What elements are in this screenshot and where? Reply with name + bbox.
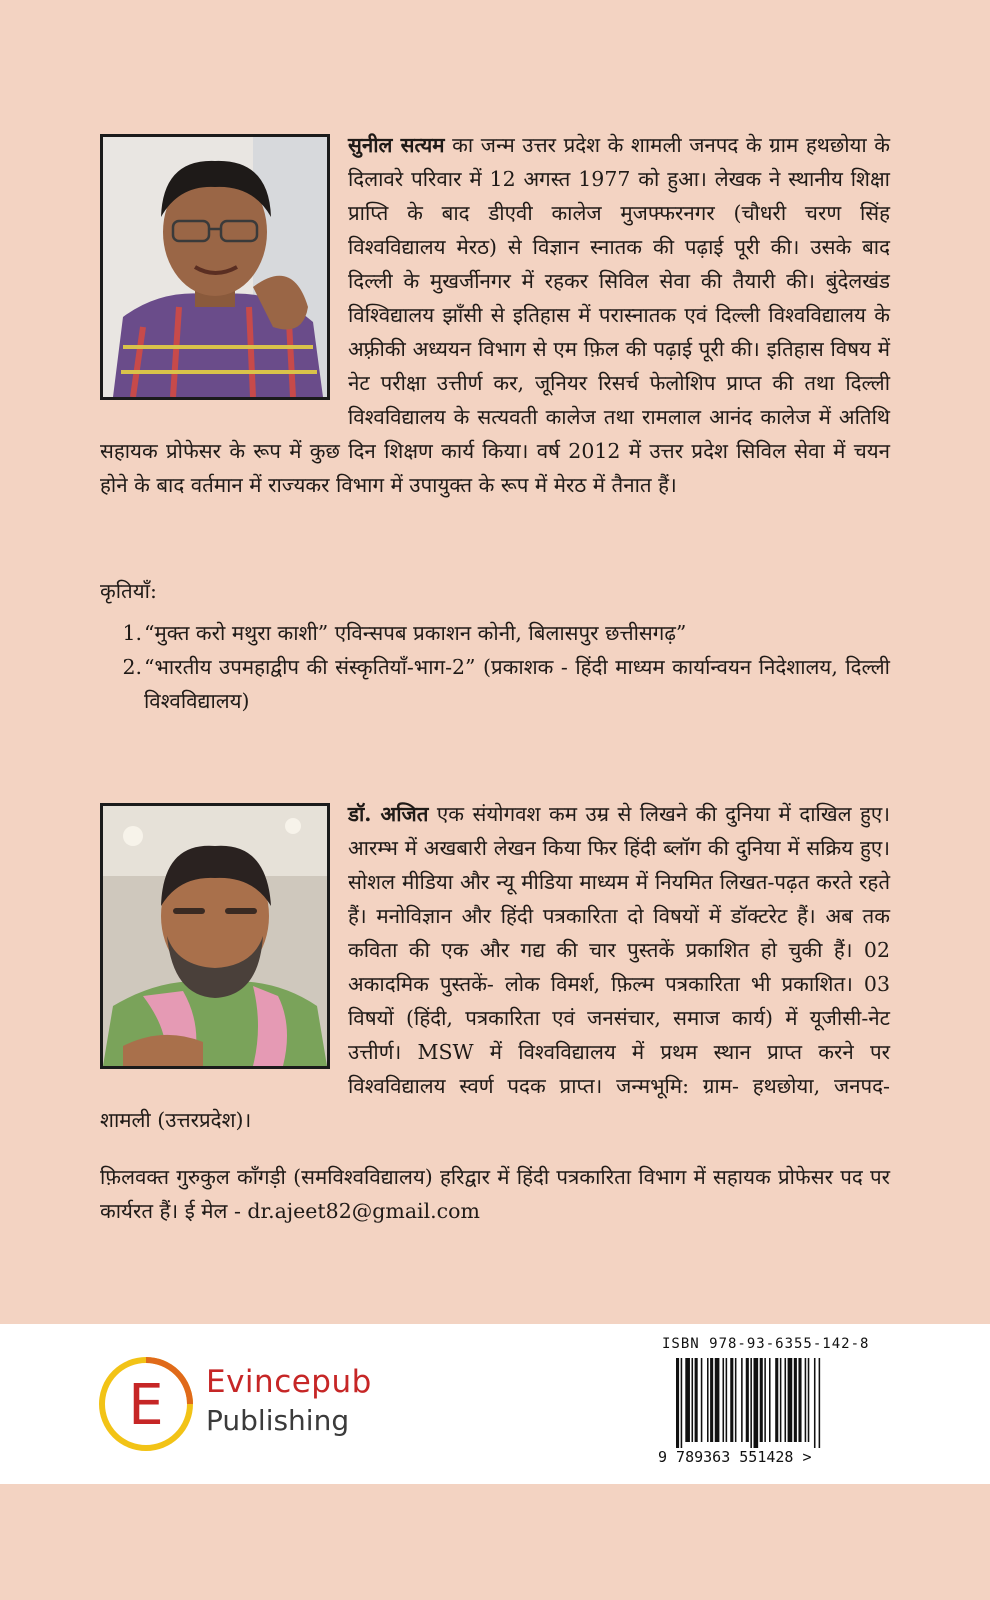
barcode-bar: [695, 1358, 698, 1442]
publisher-footer: [0, 1324, 990, 1484]
works-item: [100, 616, 890, 650]
works-item-number: 2.: [122, 655, 142, 679]
barcode-bar: [676, 1358, 679, 1448]
barcode-bar: [760, 1358, 763, 1442]
barcode-bar: [715, 1358, 720, 1442]
publisher-logo: [98, 1356, 398, 1452]
barcode-digits: 9 789363 551428 >: [658, 1448, 812, 1466]
barcode-bar: [685, 1358, 690, 1442]
author1-bio-block: [100, 128, 890, 502]
isbn-label: ISBN 978-93-6355-142-8: [662, 1336, 870, 1352]
author1-name: सुनील सत्यम: [348, 133, 445, 157]
barcode-bar: [750, 1358, 752, 1448]
barcode-bar: [710, 1358, 713, 1442]
author2-name: डॉ. अजित: [348, 802, 429, 826]
barcode-bar: [701, 1358, 703, 1442]
author2-bio-block: [100, 797, 890, 1137]
barcode-bar: [746, 1358, 749, 1442]
publisher-subtitle: Publishing: [206, 1404, 350, 1437]
barcode-bar: [735, 1358, 737, 1442]
barcode-bar: [814, 1358, 816, 1448]
barcode-bar: [764, 1358, 766, 1442]
barcode-bar: [707, 1358, 709, 1442]
author1-photo: [100, 134, 330, 400]
barcode-bar: [754, 1358, 759, 1448]
author2-current-position: फ़िलवक्त गुरुकुल काँगड़ी (समविश्वविद्यालय) हरिद्वार में हिंदी पत्रकारिता विभाग में सहायक प्रोफेसर पद पर कार्यरत हैं। ई मेल - dr.ajeet82@gmail.com: [100, 1165, 890, 1223]
works-item-text: “भारतीय उपमहाद्वीप की संस्कृतियाँ-भाग-2” (प्रकाशक - हिंदी माध्यम कार्यान्वयन निदेशालय, दिल्ली विश्वविद्यालय): [144, 655, 890, 713]
publisher-logo-letter: E: [128, 1373, 164, 1438]
barcode-bar: [681, 1358, 683, 1448]
barcode-bars: [676, 1358, 866, 1448]
barcode-bar: [798, 1358, 801, 1442]
works-heading: कृतियाँ:: [100, 579, 157, 603]
barcode-bar: [794, 1358, 797, 1442]
barcode-bar: [726, 1358, 728, 1442]
barcode-bar: [730, 1358, 733, 1442]
barcode-bar: [692, 1358, 694, 1442]
barcode-bar: [808, 1358, 810, 1442]
barcode-bar: [819, 1358, 821, 1448]
publisher-name: Evincepub: [206, 1364, 372, 1400]
isbn-barcode: [656, 1336, 886, 1476]
author2-bio-text: एक संयोगवश कम उम्र से लिखने की दुनिया में दाखिल हुए। आरम्भ में अखबारी लेखन किया फिर हिंदी ब्लॉग की दुनिया में सक्रिय हुए। सोशल मीडिया और न्यू मीडिया माध्यम में नियमित लिखत-पढ़त करते रहते हैं। मनोविज्ञान और हिंदी पत्रकारिता दो विषयों में डॉक्टरेट हैं। अब तक कविता की एक और गद्य की चार पुस्तकें प्रकाशित हो चुकी हैं। 02 अकादमिक पुस्तकें- लोक विमर्श, फ़िल्म पत्रकारिता भी प्रकाशित। 03 विषयों (हिंदी, पत्रकारिता एवं जनसंचार, समाज कार्य) में यूजीसी-नेट उत्तीर्ण। MSW में विश्वविद्यालय में प्रथम स्थान प्राप्त करने पर विश्वविद्यालय स्वर्ण पदक प्राप्त। जन्मभूमि: ग्राम- हथछोया, जनपद- शामली (उत्तरप्रदेश)।: [100, 802, 891, 1132]
author2-photo: [100, 803, 330, 1069]
works-item-number: 1.: [122, 621, 142, 645]
barcode-bar: [775, 1358, 778, 1442]
publisher-logo-icon: [98, 1356, 194, 1452]
barcode-bar: [769, 1358, 771, 1442]
barcode-bar: [723, 1358, 725, 1442]
works-item-text: “मुक्त करो मथुरा काशी” एविन्सपब प्रकाशन कोनी, बिलासपुर छत्तीसगढ़”: [144, 621, 687, 645]
author1-bio-text: का जन्म उत्तर प्रदेश के शामली जनपद के ग्राम हथछोया के दिलावरे परिवार में 12 अगस्त 1977 को हुआ। लेखक ने स्थानीय शिक्षा प्राप्ति के बाद डीएवी कालेज मुजफ्फरनगर (चौधरी चरण सिंह विश्वविद्यालय मेरठ) से विज्ञान स्नातक की पढ़ाई पूरी की। उसके बाद दिल्ली के मुखर्जीनगर में रहकर सिविल सेवा की तैयारी की। बुंदेलखंड विश्विद्यालय झाँसी से इतिहास में परास्नातक एवं दिल्ली विश्वविद्यालय के अफ़्रीकी अध्ययन विभाग से एम फ़िल की पढ़ाई पूरी की। इतिहास विषय में नेट परीक्षा उत्तीर्ण कर, जूनियर रिसर्च फेलोशिप प्राप्त की तथा दिल्ली विश्वविद्यालय के सत्यवती कालेज तथा रामलाल आनंद कालेज में अतिथि सहायक प्रोफेसर के रूप में कुछ दिन शिक्षण कार्य किया। वर्ष 2012 में उत्तर प्रदेश सिविल सेवा में चयन होने के बाद वर्तमान में राज्यकर विभाग में उपायुक्त के रूप में मेरठ में तैनात हैं।: [100, 133, 890, 497]
barcode-bar: [741, 1358, 743, 1442]
works-list: [100, 616, 890, 718]
barcode-bar: [805, 1358, 807, 1442]
barcode-bar: [788, 1358, 793, 1442]
barcode-bar: [785, 1358, 787, 1442]
barcode-bar: [780, 1358, 782, 1442]
works-item: [100, 650, 890, 718]
